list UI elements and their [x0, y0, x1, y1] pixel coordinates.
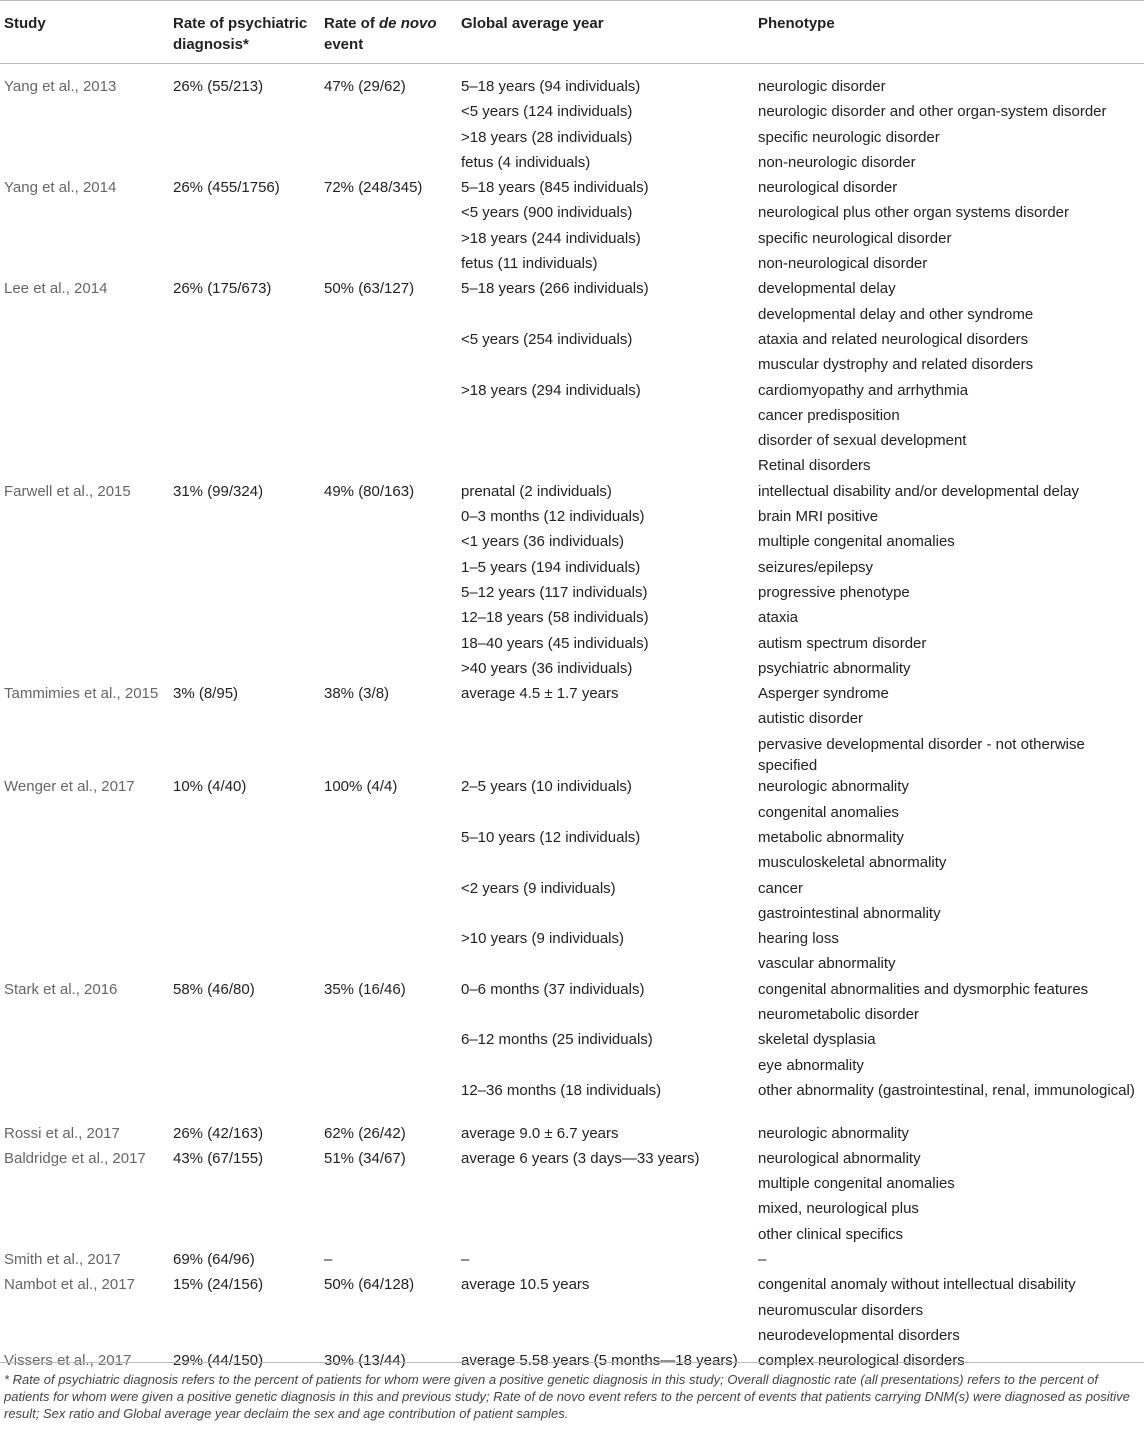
age-line: 5–12 years (117 individuals): [461, 583, 648, 601]
study-cell: Tammimies et al., 2015: [4, 685, 159, 703]
table-header: [0, 0, 1144, 64]
rate-de-novo-cell: 62% (26/42): [324, 1124, 406, 1142]
phenotype-line: cancer predisposition: [758, 406, 900, 424]
global-average-year-cell: [461, 74, 640, 175]
age-line: average 4.5 ± 1.7 years: [461, 685, 619, 703]
phenotype-line: Retinal disorders: [758, 457, 871, 475]
phenotype-line: neurologic disorder: [758, 78, 886, 95]
rate-de-novo-cell: 49% (80/163): [324, 482, 415, 500]
phenotype-line: non-neurologic disorder: [758, 153, 916, 171]
rate-de-novo-cell: 38% (3/8): [324, 685, 390, 703]
phenotype-cell: [758, 1348, 1142, 1373]
table-row: [0, 276, 1144, 478]
age-line: >18 years (294 individuals): [461, 381, 641, 399]
global-average-year-cell: [461, 1247, 469, 1272]
phenotype-cell: [758, 175, 1142, 276]
study-cell: Lee et al., 2014: [4, 280, 108, 298]
age-line: average 5.58 years (5 months—18 years): [461, 1352, 738, 1370]
phenotype-line: non-neurological disorder: [758, 255, 928, 273]
phenotype-line: neurological disorder: [758, 179, 898, 197]
age-line: average 9.0 ± 6.7 years: [461, 1124, 619, 1142]
phenotype-line: pervasive developmental disorder - not otherwise specified: [758, 735, 1085, 774]
phenotype-line: intellectual disability and/or developmental delay: [758, 482, 1080, 500]
age-line: [461, 403, 649, 428]
global-average-year-cell: [461, 774, 640, 976]
table-row: [0, 74, 1144, 175]
phenotype-line: neurometabolic disorder: [758, 1006, 919, 1024]
rate-psychiatric-cell: 26% (455/1756): [173, 179, 280, 197]
phenotype-line: –: [758, 1251, 767, 1269]
age-line: –: [461, 1251, 470, 1269]
header-global-average-year: Global average year: [461, 15, 604, 32]
age-line: [461, 800, 640, 825]
age-line: fetus (11 individuals): [461, 255, 598, 273]
age-line: average 10.5 years: [461, 1276, 590, 1294]
global-average-year-cell: [461, 1348, 738, 1373]
age-line: average 6 years (3 days—33 years): [461, 1149, 700, 1167]
phenotype-line: metabolic abnormality: [758, 828, 904, 846]
header-rate-de-novo: Rate of de novo event: [324, 15, 437, 53]
table-row: [0, 1146, 1144, 1247]
global-average-year-cell: [461, 479, 649, 681]
rate-de-novo-cell: 47% (29/62): [324, 78, 406, 95]
phenotype-cell: [758, 774, 1142, 976]
study-cell: Wenger et al., 2017: [4, 778, 135, 796]
age-line: <5 years (900 individuals): [461, 204, 633, 222]
study-cell: Yang et al., 2014: [4, 179, 117, 197]
global-average-year-cell: [461, 175, 649, 276]
phenotype-line: progressive phenotype: [758, 583, 910, 601]
rate-psychiatric-cell: 26% (55/213): [173, 78, 264, 95]
phenotype-line: Asperger syndrome: [758, 685, 889, 703]
phenotype-line: seizures/epilepsy: [758, 558, 874, 576]
age-line: <1 years (36 individuals): [461, 533, 625, 551]
age-line: 1–5 years (194 individuals): [461, 558, 641, 576]
table-row: [0, 1348, 1144, 1373]
age-line: <5 years (124 individuals): [461, 103, 633, 121]
phenotype-line: congenital anomaly without intellectual disability: [758, 1276, 1076, 1294]
phenotype-line: specific neurological disorder: [758, 229, 952, 247]
phenotype-line: congenital anomalies: [758, 803, 899, 821]
study-cell: Baldridge et al., 2017: [4, 1149, 146, 1167]
rate-psychiatric-cell: 29% (44/150): [173, 1352, 264, 1370]
rate-de-novo-cell: 50% (63/127): [324, 280, 415, 298]
phenotype-line: psychiatric abnormality: [758, 659, 911, 677]
age-line: [461, 302, 649, 327]
age-line: [461, 951, 640, 976]
table-row: [0, 977, 1144, 1121]
study-cell: Vissers et al., 2017: [4, 1352, 132, 1370]
phenotype-line: other abnormality (gastrointestinal, renal, immunological): [758, 1081, 1135, 1099]
rate-psychiatric-cell: 10% (4/40): [173, 778, 247, 796]
rate-de-novo-cell: 72% (248/345): [324, 179, 423, 197]
phenotype-line: ataxia and related neurological disorders: [758, 330, 1029, 348]
rate-psychiatric-cell: 26% (175/673): [173, 280, 272, 298]
age-line: 5–18 years (94 individuals): [461, 78, 641, 95]
age-line: >10 years (9 individuals): [461, 930, 625, 948]
age-line: 12–36 months (18 individuals): [461, 1081, 662, 1099]
table-row: [0, 1247, 1144, 1272]
age-line: [461, 352, 649, 377]
age-line: 5–18 years (845 individuals): [461, 179, 649, 197]
global-average-year-cell: [461, 681, 619, 706]
rate-psychiatric-cell: 31% (99/324): [173, 482, 264, 500]
phenotype-line: vascular abnormality: [758, 955, 896, 973]
age-line: 18–40 years (45 individuals): [461, 634, 649, 652]
table-row: [0, 479, 1144, 681]
age-line: >18 years (28 individuals): [461, 128, 633, 146]
rate-de-novo-cell: 50% (64/128): [324, 1276, 415, 1294]
phenotype-line: complex neurological disorders: [758, 1352, 965, 1370]
table-row: [0, 1121, 1144, 1146]
global-average-year-cell: [461, 977, 661, 1103]
table-footnote: * Rate of psychiatric diagnosis refers to the percent of patients for whom were given a positive genetic diagnosis in this study; Overall diagnostic rate (all presentations) refers to the percent of patients for whom were given a positive genetic diagnosis in this and previous study; Rate of de novo event refers to the percent of events that patients carrying DNM(s) were diagnosed as positive result; Sex ratio and Global average year declaim the sex and age contribution of patient samples.: [4, 1372, 1130, 1421]
phenotype-line: mixed, neurological plus: [758, 1200, 919, 1218]
rate-de-novo-cell: 35% (16/46): [324, 980, 406, 998]
phenotype-cell: [758, 1121, 1142, 1146]
rate-psychiatric-cell: 15% (24/156): [173, 1276, 264, 1294]
phenotype-line: skeletal dysplasia: [758, 1031, 876, 1049]
age-line: 5–18 years (266 individuals): [461, 280, 649, 298]
rate-psychiatric-cell: 26% (42/163): [173, 1124, 264, 1142]
age-line: <5 years (254 individuals): [461, 330, 633, 348]
age-line: [461, 901, 640, 926]
phenotype-line: multiple congenital anomalies: [758, 1175, 955, 1193]
phenotype-line: neurological abnormality: [758, 1149, 921, 1167]
age-line: 2–5 years (10 individuals): [461, 778, 632, 796]
phenotype-line: disorder of sexual development: [758, 432, 967, 450]
phenotype-line: autistic disorder: [758, 710, 864, 728]
rate-de-novo-cell: 100% (4/4): [324, 778, 398, 796]
age-line: 12–18 years (58 individuals): [461, 609, 649, 627]
phenotype-line: developmental delay: [758, 280, 896, 298]
phenotype-cell: [758, 1272, 1142, 1348]
phenotype-line: congenital abnormalities and dysmorphic features: [758, 980, 1089, 998]
phenotype-line: neurologic disorder and other organ-system disorder: [758, 103, 1107, 121]
phenotype-line: multiple congenital anomalies: [758, 533, 955, 551]
age-line: [461, 428, 649, 453]
phenotype-line: gastrointestinal abnormality: [758, 904, 941, 922]
phenotype-line: musculoskeletal abnormality: [758, 854, 947, 872]
rate-psychiatric-cell: 58% (46/80): [173, 980, 255, 998]
table-body: [0, 62, 1144, 1370]
header-rate-psychiatric: Rate of psychiatric diagnosis*: [173, 15, 308, 53]
phenotype-cell: [758, 74, 1142, 175]
age-line: fetus (4 individuals): [461, 153, 591, 171]
age-line: <2 years (9 individuals): [461, 879, 616, 897]
rate-psychiatric-cell: 43% (67/155): [173, 1149, 264, 1167]
global-average-year-cell: [461, 1272, 589, 1297]
phenotype-cell: [758, 977, 1142, 1103]
table-row: [0, 1272, 1144, 1348]
phenotype-line: other clinical specifics: [758, 1225, 904, 1243]
phenotype-line: neurologic abnormality: [758, 1124, 909, 1142]
phenotype-line: cardiomyopathy and arrhythmia: [758, 381, 969, 399]
phenotype-line: hearing loss: [758, 930, 839, 948]
phenotype-line: neurological plus other organ systems disorder: [758, 204, 1069, 222]
phenotype-line: muscular dystrophy and related disorders: [758, 356, 1034, 374]
table-row: [0, 681, 1144, 774]
header-study: Study: [4, 15, 46, 32]
age-line: [461, 1002, 661, 1027]
phenotype-cell: [758, 681, 1142, 778]
phenotype-cell: [758, 1247, 1142, 1272]
phenotype-line: neurodevelopmental disorders: [758, 1326, 960, 1344]
phenotype-line: neuromuscular disorders: [758, 1301, 924, 1319]
global-average-year-cell: [461, 1121, 619, 1146]
rate-psychiatric-cell: 69% (64/96): [173, 1251, 255, 1269]
rate-de-novo-cell: 30% (13/44): [324, 1352, 406, 1370]
age-line: 0–6 months (37 individuals): [461, 980, 645, 998]
age-line: 0–3 months (12 individuals): [461, 508, 645, 526]
age-line: >18 years (244 individuals): [461, 229, 641, 247]
age-line: [461, 1053, 661, 1078]
phenotype-line: autism spectrum disorder: [758, 634, 927, 652]
phenotype-line: ataxia: [758, 609, 799, 627]
phenotype-cell: [758, 1146, 1142, 1247]
phenotype-cell: [758, 276, 1142, 478]
phenotype-line: specific neurologic disorder: [758, 128, 940, 146]
age-line: >40 years (36 individuals): [461, 659, 633, 677]
rate-psychiatric-cell: 3% (8/95): [173, 685, 239, 703]
phenotype-cell: [758, 479, 1142, 681]
global-average-year-cell: [461, 276, 649, 478]
age-line: 5–10 years (12 individuals): [461, 828, 641, 846]
age-line: [461, 453, 649, 478]
study-cell: Nambot et al., 2017: [4, 1276, 135, 1294]
phenotype-line: neurologic abnormality: [758, 778, 909, 796]
study-cell: Smith et al., 2017: [4, 1251, 121, 1269]
study-cell: Rossi et al., 2017: [4, 1124, 120, 1142]
rate-de-novo-cell: 51% (34/67): [324, 1149, 406, 1167]
study-cell: Farwell et al., 2015: [4, 482, 131, 500]
age-line: 6–12 months (25 individuals): [461, 1031, 653, 1049]
table-row: [0, 774, 1144, 976]
age-line: [461, 850, 640, 875]
phenotype-line: cancer: [758, 879, 804, 897]
phenotype-line: developmental delay and other syndrome: [758, 305, 1034, 323]
table-bottom-rule: [0, 1362, 1144, 1363]
table-row: [0, 175, 1144, 276]
age-line: prenatal (2 individuals): [461, 482, 612, 500]
header-phenotype: Phenotype: [758, 15, 835, 32]
global-average-year-cell: [461, 1146, 699, 1171]
phenotype-line: eye abnormality: [758, 1056, 864, 1074]
study-cell: Stark et al., 2016: [4, 980, 118, 998]
study-cell: Yang et al., 2013: [4, 78, 117, 95]
rate-de-novo-cell: –: [324, 1251, 333, 1269]
phenotype-line: brain MRI positive: [758, 508, 879, 526]
